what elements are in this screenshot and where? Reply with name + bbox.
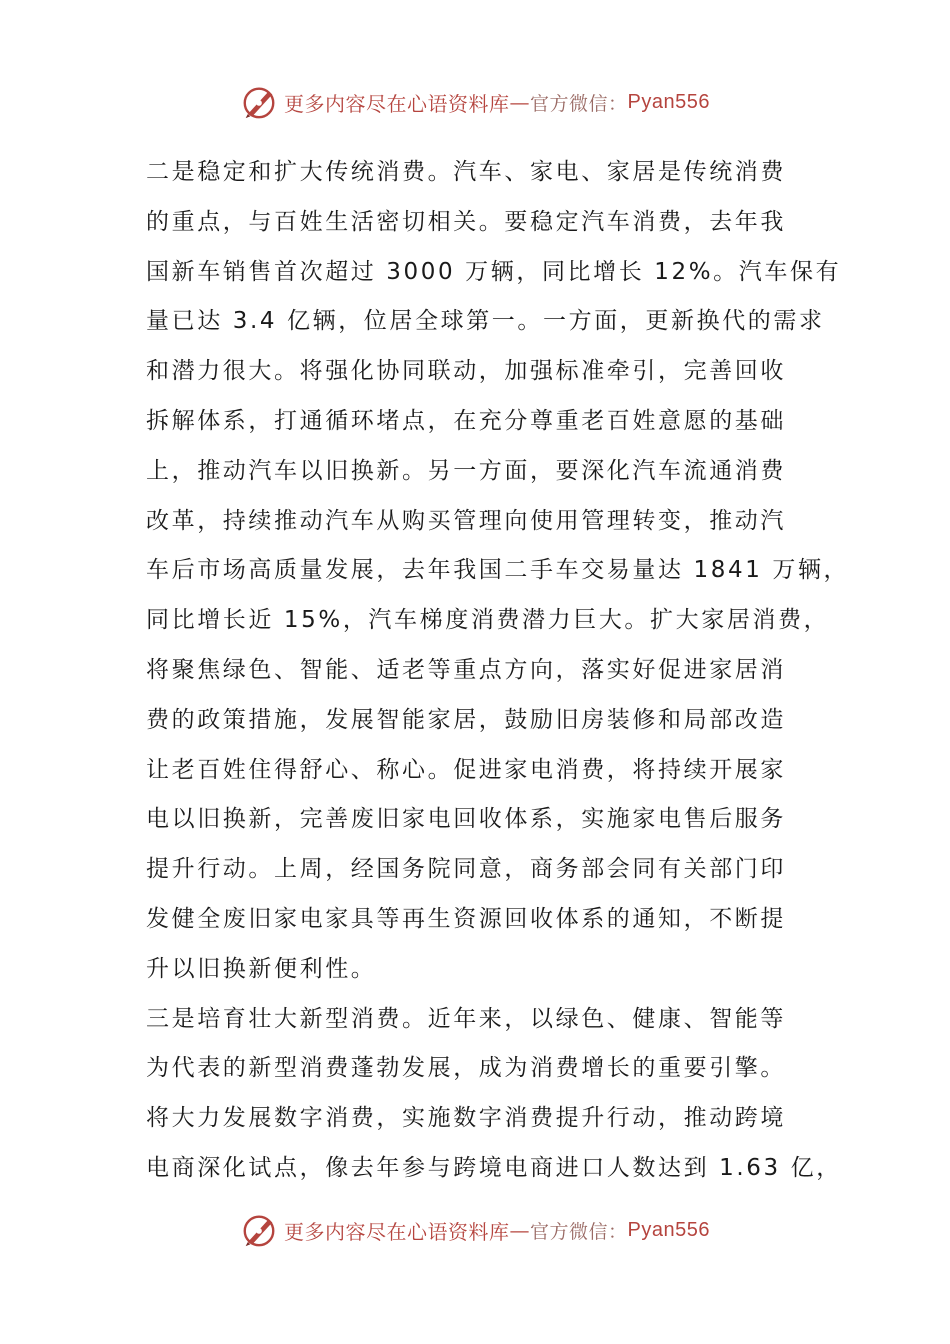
text-line: 三是培育壮大新型消费。近年来，以绿色、健康、智能等 [146,1005,786,1032]
text-line: 和潜力很大。将强化协同联动，加强标准牵引，完善回收 [146,358,786,385]
text-line: 将大力发展数字消费，实施数字消费提升行动，推动跨境 [146,1105,786,1132]
text-line: 提升行动。上周，经国务院同意，商务部会同有关部门印 [146,856,786,883]
text-line: 费的政策措施，发展智能家居，鼓励旧房装修和局部改造 [146,706,786,733]
text-line: 电以旧换新，完善废旧家电回收体系，实施家电售后服务 [146,806,786,833]
pen-logo-icon [240,83,278,121]
text-line: 二是稳定和扩大传统消费。汽车、家电、家居是传统消费 [146,159,786,185]
text-line: 的重点，与百姓生活密切相关。要稳定汽车消费，去年我 [146,208,786,235]
text-line: 电商深化试点，像去年参与跨境电商进口人数达到 1.63 亿， [146,1154,842,1181]
text-line: 量已达 3.4 亿辆，位居全球第一。一方面，更新换代的需求 [146,308,825,335]
footer-watermark [0,1210,950,1250]
text-line: 升以旧换新便利性。 [146,955,377,982]
text-line: 发健全废旧家电家具等再生资源回收体系的通知，不断提 [146,905,786,932]
text-line: 为代表的新型消费蓬勃发展，成为消费增长的重要引擎。 [146,1055,786,1082]
text-line: 让老百姓住得舒心、称心。促进家电消费，将持续开展家 [146,756,786,783]
text-line: 车后市场高质量发展，去年我国二手车交易量达 1841 万辆， [146,557,850,584]
document-body [146,148,850,1194]
text-line: 国新车销售首次超过 3000 万辆，同比增长 12%。汽车保有 [146,258,842,285]
pen-logo-icon [240,1211,278,1249]
watermark-handle: Pyan556 [627,90,710,113]
text-line: 改革，持续推动汽车从购买管理向使用管理转变，推动汽 [146,507,786,534]
text-line: 将聚焦绿色、智能、适老等重点方向，落实好促进家居消 [146,656,786,683]
watermark-label: 官方微信： [530,92,628,115]
text-line: 同比增长近 15%，汽车梯度消费潜力巨大。扩大家居消费， [146,607,830,634]
text-line: 上，推动汽车以旧换新。另一方面，要深化汽车流通消费 [146,457,786,484]
header-watermark [0,82,950,122]
watermark-handle: Pyan556 [627,1218,710,1241]
text-line: 拆解体系，打通循环堵点，在充分尊重老百姓意愿的基础 [146,407,786,434]
watermark-site: 更多内容尽在心语资料库 [284,91,510,116]
watermark-site: 更多内容尽在心语资料库 [284,1219,510,1244]
watermark-label: 官方微信： [530,1220,628,1243]
watermark-separator: — [509,1218,530,1242]
watermark-separator: — [509,90,530,114]
